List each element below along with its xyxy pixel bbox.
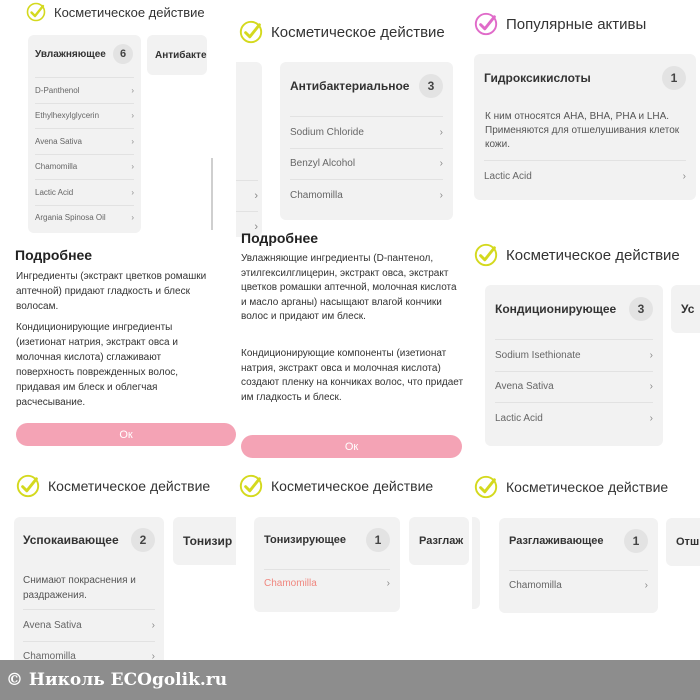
section-header — [16, 474, 210, 498]
details-title: Подробнее — [241, 230, 319, 246]
chevron-right-icon: › — [151, 619, 155, 631]
scrollbar[interactable] — [211, 158, 213, 230]
category-card[interactable] — [474, 54, 696, 200]
list-item[interactable] — [509, 570, 648, 600]
ok-button[interactable]: Ок — [241, 435, 462, 458]
ingredient-list — [499, 570, 658, 600]
count-badge: 3 — [419, 74, 443, 98]
category-card[interactable] — [14, 517, 164, 660]
ingredient-name: Avena Sativa — [23, 619, 82, 631]
ingredient-name: Benzyl Alcohol — [290, 158, 356, 170]
panel-smoothing — [472, 465, 700, 660]
list-item[interactable] — [290, 148, 443, 180]
details-paragraph: Ингредиенты (экстракт цветков ромашки аптечной) придают гладкость и блеск волосам. — [16, 271, 207, 312]
chevron-right-icon: › — [131, 187, 134, 197]
ingredient-name: Lactic Acid — [35, 187, 74, 197]
card-header — [485, 285, 663, 333]
chevron-right-icon: › — [649, 412, 653, 424]
details-paragraph: Увлажняющие ингредиенты (D-пантенол, этилгексилглицерин, экстракт овса, экстракт цветков ромашки аптечной, молочная кислота и масло арганы) насыщают влагой кончики волос и придают им блеск. — [241, 253, 457, 322]
ingredient-name: D-Panthenol — [35, 85, 80, 95]
category-card[interactable] — [173, 517, 236, 565]
section-title: Косметическое действие — [48, 478, 211, 494]
count-badge: 1 — [366, 528, 390, 552]
list-item[interactable] — [23, 641, 155, 661]
list-item[interactable] — [35, 128, 134, 154]
list-item[interactable] — [35, 179, 134, 205]
card-header — [409, 517, 469, 565]
card-header — [147, 35, 207, 75]
section-header — [474, 475, 668, 499]
chevron-right-icon: › — [439, 158, 443, 170]
list-item[interactable] — [35, 154, 134, 180]
card-title: Успокаивающее — [23, 533, 119, 547]
category-card[interactable] — [485, 285, 663, 446]
watermark-text: © Николь ECOgolik.ru — [6, 670, 228, 690]
section-title: Косметическое действие — [271, 478, 434, 494]
section-header — [239, 20, 445, 44]
category-card[interactable] — [280, 62, 453, 220]
chevron-right-icon: › — [131, 136, 134, 146]
check-icon — [239, 474, 263, 498]
ingredient-name: Chamomilla — [290, 189, 343, 201]
card-title: Антибакте — [155, 49, 207, 61]
count-badge: 6 — [113, 44, 133, 64]
ingredient-list — [14, 609, 164, 660]
card-title: Увлажняющее — [35, 48, 106, 60]
chevron-right-icon: › — [131, 162, 134, 172]
ingredient-name: Argania Spinosa Oil — [35, 213, 106, 223]
ingredient-list — [280, 116, 453, 211]
section-title: Косметическое действие — [506, 479, 669, 495]
ingredient-list — [485, 339, 663, 434]
ingredient-list — [236, 180, 258, 237]
card-header — [474, 54, 696, 102]
check-icon — [16, 474, 40, 498]
ingredient-list — [474, 160, 696, 191]
card-title: Разглаж — [419, 535, 464, 547]
list-item[interactable] — [484, 160, 686, 191]
section-header — [474, 243, 680, 267]
section-header — [239, 474, 433, 498]
count-badge: 1 — [662, 66, 686, 90]
category-card[interactable] — [28, 35, 141, 233]
chevron-right-icon: › — [254, 190, 258, 202]
category-card[interactable] — [236, 62, 262, 237]
count-badge: 2 — [131, 528, 155, 552]
card-header — [254, 517, 400, 563]
chevron-right-icon: › — [151, 651, 155, 660]
ok-button[interactable]: Ок — [16, 423, 236, 446]
list-item[interactable] — [236, 180, 258, 211]
card-description: Снимают покраснения и раздражения. — [23, 575, 136, 601]
watermark-bar — [0, 660, 700, 700]
check-icon — [26, 2, 46, 22]
ingredient-name: Chamomilla — [35, 162, 78, 172]
chevron-right-icon: › — [439, 126, 443, 138]
panel-moisturizing — [0, 0, 236, 460]
count-badge: 3 — [629, 297, 653, 321]
details-paragraph: Кондиционирующие компоненты (изетионат натрия, экстракт овса и молочная кислота) создают пленку на кончиках волос, что придает им гладкость и блеск. — [241, 348, 464, 403]
category-card[interactable] — [671, 285, 700, 333]
card-title: Тонизир — [183, 534, 233, 548]
list-item[interactable] — [495, 339, 653, 371]
chevron-right-icon: › — [131, 111, 134, 121]
card-header — [28, 35, 141, 73]
ingredient-name: Avena Sativa — [35, 136, 82, 146]
section-title: Косметическое действие — [271, 23, 445, 41]
details-title: Подробнее — [15, 247, 93, 263]
card-title: Разглаживающее — [509, 535, 604, 547]
panel-popular-actives — [472, 0, 700, 230]
check-icon — [474, 243, 498, 267]
list-item[interactable] — [264, 569, 390, 597]
check-icon — [239, 20, 263, 44]
ingredient-name: Chamomilla — [23, 651, 76, 660]
check-icon — [474, 475, 498, 499]
card-title: Гидроксикислоты — [484, 71, 591, 85]
card-title: Отш — [676, 536, 700, 548]
ingredient-list — [28, 77, 141, 230]
ingredient-list — [254, 569, 400, 597]
list-item[interactable] — [290, 116, 443, 148]
category-card[interactable] — [409, 517, 469, 565]
section-title: Косметическое действие — [506, 246, 680, 264]
chevron-right-icon: › — [644, 580, 648, 591]
chevron-right-icon: › — [649, 349, 653, 361]
ingredient-name: Avena Sativa — [495, 381, 554, 393]
ingredient-name: Sodium Isethionate — [495, 349, 581, 361]
list-item[interactable] — [23, 609, 155, 641]
chevron-right-icon: › — [131, 213, 134, 223]
card-header — [666, 518, 700, 566]
panel-soothing — [0, 465, 236, 660]
category-card[interactable] — [666, 518, 700, 566]
card-description: К ним относятся AHA, BHA, PHA и LHA. Применяются для отшелушивания клеток кожи. — [485, 111, 680, 150]
card-header — [173, 517, 236, 565]
section-title: Косметическое действие — [54, 4, 205, 20]
chevron-right-icon: › — [682, 170, 686, 182]
panel-toning — [236, 465, 472, 660]
section-header — [26, 2, 205, 22]
check-icon — [474, 12, 498, 36]
ingredient-name: Lactic Acid — [484, 170, 532, 182]
category-card[interactable] — [472, 517, 480, 609]
ingredient-name: Sodium Chloride — [290, 126, 364, 138]
ingredient-name: Chamomilla — [264, 578, 317, 589]
list-item[interactable] — [35, 205, 134, 231]
chevron-right-icon: › — [254, 221, 258, 233]
chevron-right-icon: › — [386, 578, 390, 589]
card-header — [14, 517, 164, 563]
list-item[interactable] — [495, 371, 653, 403]
count-badge: 1 — [624, 529, 648, 553]
details-paragraph: Кондиционирующие ингредиенты (изетионат натрия, экстракт овса и молочная кислота) сглаживают поверхность поврежденных волос, придавая им блеск и облегчая расчесывание. — [16, 322, 179, 408]
panel-conditioning — [472, 235, 700, 460]
card-header — [671, 285, 700, 333]
list-item[interactable] — [35, 77, 134, 103]
list-item[interactable] — [35, 103, 134, 129]
chevron-right-icon: › — [649, 381, 653, 393]
card-title: Ус — [681, 302, 695, 316]
section-header — [474, 12, 646, 36]
list-item[interactable] — [290, 179, 443, 211]
chevron-right-icon: › — [439, 189, 443, 201]
card-header — [499, 518, 658, 564]
chevron-right-icon: › — [131, 85, 134, 95]
card-title: Кондиционирующее — [495, 302, 617, 316]
list-item[interactable] — [495, 402, 653, 434]
ingredient-name: Chamomilla — [509, 580, 562, 591]
category-card[interactable] — [499, 518, 658, 613]
card-title: Антибактериальное — [290, 79, 410, 93]
section-title: Популярные активы — [506, 15, 647, 33]
card-title: Тонизирующее — [264, 534, 346, 546]
card-header — [280, 62, 453, 110]
panel-antibacterial — [236, 0, 472, 470]
ingredient-name: Lactic Acid — [495, 412, 543, 424]
category-card[interactable] — [147, 35, 207, 75]
category-card[interactable] — [254, 517, 400, 612]
ingredient-name: Ethylhexylglycerin — [35, 111, 100, 121]
